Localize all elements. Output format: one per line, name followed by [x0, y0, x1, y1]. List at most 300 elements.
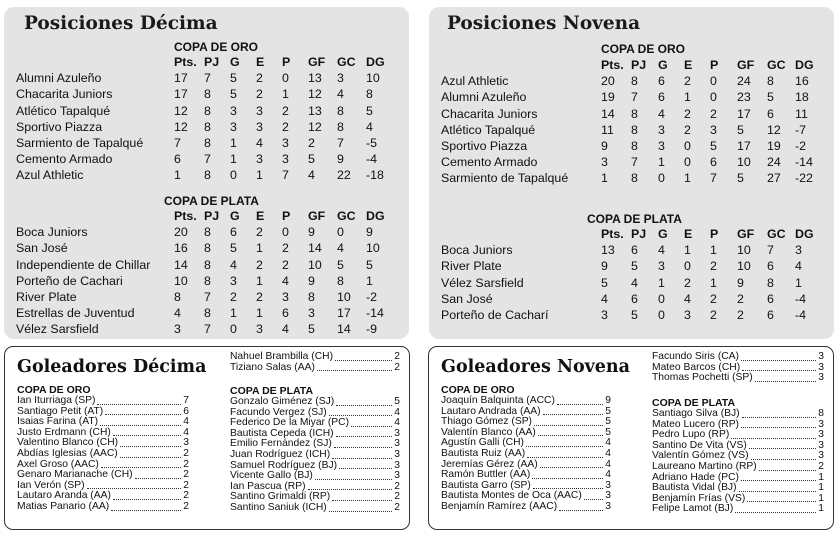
panel-posiciones-decima	[4, 7, 409, 339]
column-header: GC	[767, 227, 786, 241]
scorer-name: Ramón Buttler (AA)	[441, 469, 531, 481]
stat-cell: 10	[337, 290, 351, 305]
scorers-list-oro	[17, 384, 189, 513]
stat-cell: 9	[308, 273, 315, 288]
stat-cell: 0	[282, 225, 289, 240]
stat-cell: 17	[174, 71, 188, 86]
dotted-leader	[335, 360, 392, 361]
stat-cell: 3	[601, 155, 608, 170]
column-header: GF	[308, 209, 326, 223]
scorer-name: Joaquín Balquinta (ACC)	[441, 395, 555, 406]
scorer-name: Jeremías Gérez (AA)	[441, 458, 538, 470]
table-row	[16, 305, 406, 321]
stat-cell: 8	[337, 273, 344, 288]
team-name: Chacarita Juniors	[16, 87, 113, 102]
stat-cell: 9	[737, 275, 744, 290]
table-row	[16, 273, 406, 289]
dotted-leader	[735, 512, 816, 513]
header-team	[441, 57, 601, 73]
stat-cell: 9	[366, 225, 373, 240]
stat-cell: 11	[795, 106, 808, 121]
stat-cell: 6	[658, 90, 665, 105]
scorer-goals: 1	[818, 471, 824, 483]
column-header: GC	[337, 209, 356, 223]
scorers-list-oro-continued	[230, 352, 400, 373]
stat-cell: 2	[684, 275, 691, 290]
scorer-row	[17, 502, 189, 513]
stat-cell: 3	[337, 71, 344, 86]
stat-cell: 5	[710, 139, 717, 154]
scorer-goals: 2	[183, 447, 189, 459]
table-row	[16, 103, 406, 119]
stat-cell: 8	[631, 106, 638, 121]
stat-cell: 2	[282, 241, 289, 256]
scorer-name: Agustín Galli (CH)	[441, 437, 524, 449]
team-name: Estrellas de Juventud	[16, 306, 135, 321]
stat-cell: 4	[174, 306, 181, 321]
column-header: GF	[308, 55, 326, 69]
stat-cell: 8	[204, 257, 211, 272]
stat-cell: 3	[710, 122, 717, 137]
stat-cell: 2	[282, 119, 289, 134]
stat-cell: 1	[795, 275, 802, 290]
stat-cell: 1	[658, 275, 665, 290]
column-header: PJ	[631, 227, 647, 241]
stat-cell: 10	[737, 155, 751, 170]
scorer-name: Juan Rodríguez (ICH)	[230, 448, 331, 460]
column-header: E	[256, 55, 265, 69]
scorer-goals: 3	[818, 372, 824, 384]
column-header: DG	[366, 209, 385, 223]
stat-cell: 1	[282, 87, 289, 102]
scorer-name: Axel Groso (AAC)	[17, 458, 99, 470]
scorer-name: Bautista Montes de Oca (AAC)	[441, 490, 582, 502]
scorer-goals: 4	[605, 447, 611, 459]
stat-cell: 13	[308, 103, 322, 118]
scorer-row	[652, 504, 824, 515]
scorer-name: Thomas Pochetti (SP)	[652, 372, 753, 384]
scorer-goals: 5	[605, 405, 611, 417]
scorer-name: Valentín Blanco (AA)	[441, 426, 536, 438]
team-name: Boca Juniors	[16, 225, 88, 240]
scorer-name: Ian Pascua (RP)	[230, 480, 306, 492]
stat-cell: 0	[684, 259, 691, 274]
table-row	[16, 86, 406, 102]
column-header: DG	[366, 55, 385, 69]
stat-cell: 8	[204, 241, 211, 256]
stat-cell: 4	[631, 275, 638, 290]
column-header: Pts.	[174, 55, 197, 69]
stat-cell: 6	[174, 152, 181, 167]
dotted-leader	[527, 457, 603, 458]
column-header: Pts.	[601, 227, 624, 241]
stat-cell: 1	[684, 243, 691, 258]
scorer-goals: 2	[183, 469, 189, 481]
stat-cell: 17	[337, 306, 351, 321]
scorer-goals: 1	[818, 503, 824, 515]
scorer-row	[230, 503, 400, 514]
scorer-name: Bautista Garro (SP)	[441, 479, 531, 491]
table-row	[16, 224, 406, 240]
team-name: Azul Athletic	[441, 74, 509, 89]
stat-cell: 10	[174, 273, 188, 288]
stat-cell: 4	[601, 291, 608, 306]
scorer-name: Santino Grimaldi (RP)	[230, 491, 331, 503]
column-header: Pts.	[601, 58, 624, 72]
scorer-name: Ian Verón (SP)	[17, 479, 85, 491]
column-header: P	[710, 227, 719, 241]
scorer-goals: 3	[818, 450, 824, 462]
scorer-name: Benjamín Ramírez (AAC)	[441, 500, 558, 512]
scorer-goals: 3	[605, 490, 611, 502]
stat-cell: 23	[737, 90, 751, 105]
stat-cell: 8	[631, 171, 638, 186]
table-row	[16, 70, 406, 86]
stat-cell: 10	[737, 259, 751, 274]
stat-cell: 8	[308, 290, 315, 305]
scorer-row	[652, 409, 824, 420]
dotted-leader	[540, 467, 604, 468]
scorer-goals: 4	[183, 416, 189, 428]
stat-cell: 1	[230, 306, 237, 321]
stat-cell: -4	[366, 152, 378, 167]
scorer-name: Bautista Ruiz (AA)	[441, 447, 526, 459]
stat-cell: 3	[174, 322, 181, 337]
dotted-leader	[749, 448, 816, 449]
stat-cell: 7	[631, 155, 638, 170]
scorer-goals: 4	[605, 437, 611, 449]
stat-cell: 4	[256, 136, 263, 151]
dotted-leader	[105, 414, 181, 415]
scorer-goals: 2	[394, 491, 400, 503]
stat-cell: 8	[204, 119, 211, 134]
dotted-leader	[739, 491, 817, 492]
dotted-leader	[332, 458, 392, 459]
column-header: PJ	[631, 58, 647, 72]
stat-cell: 8	[204, 273, 211, 288]
stat-cell: 5	[737, 122, 744, 137]
stat-cell: 3	[230, 273, 237, 288]
dotted-leader	[100, 425, 181, 426]
stat-cell: 7	[337, 136, 344, 151]
section-label-copa-oro: COPA DE ORO	[441, 384, 515, 396]
stat-cell: 10	[366, 71, 380, 86]
dotted-leader	[315, 479, 392, 480]
stat-cell: 2	[684, 122, 691, 137]
scorer-name: Mateo Lucero (RP)	[652, 418, 739, 430]
scorer-goals: 4	[605, 458, 611, 470]
team-name: San José	[16, 241, 68, 256]
scorer-name: Federico De la Miyar (PC)	[230, 417, 350, 429]
scorer-name: Abdías Iglesias (AAC)	[17, 447, 118, 459]
scorer-name: Benjamín Frías (VS)	[652, 492, 746, 504]
stat-cell: 5	[230, 241, 237, 256]
stat-cell: 3	[256, 103, 263, 118]
stat-cell: 1	[684, 171, 691, 186]
scorer-goals: 3	[394, 438, 400, 450]
scorer-goals: 3	[183, 437, 189, 449]
scorers-list-plata	[652, 397, 824, 515]
dotted-leader	[741, 480, 816, 481]
stat-cell: 0	[658, 291, 665, 306]
stat-cell: 2	[256, 71, 263, 86]
stat-cell: 7	[631, 90, 638, 105]
panel-title: Goleadores Novena	[441, 357, 630, 377]
scorer-name: Mateo Barcos (CH)	[652, 361, 741, 373]
stat-cell: 14	[174, 257, 188, 272]
table-row	[441, 122, 833, 138]
team-name: Sarmiento de Tapalqué	[441, 171, 569, 186]
stat-cell: 8	[337, 119, 344, 134]
scorer-goals: 5	[605, 426, 611, 438]
scorer-name: Pedro Lupo (RP)	[652, 429, 730, 441]
stat-cell: 3	[282, 290, 289, 305]
dotted-leader	[120, 457, 182, 458]
scorer-name: Facundo Siris (CA)	[652, 351, 739, 362]
scorer-row	[441, 502, 611, 513]
stat-cell: 1	[174, 168, 181, 183]
stat-cell: 8	[767, 74, 774, 89]
stat-cell: 7	[204, 71, 211, 86]
column-header: E	[684, 58, 693, 72]
column-header: PJ	[204, 209, 220, 223]
stat-cell: 4	[795, 259, 802, 274]
column-header: G	[230, 209, 240, 223]
scorer-goals: 3	[818, 361, 824, 373]
stat-cell: 7	[204, 290, 211, 305]
dotted-leader	[534, 425, 603, 426]
stat-cell: 5	[230, 87, 237, 102]
stat-cell: 2	[282, 257, 289, 272]
table-row	[441, 307, 833, 323]
stat-cell: 1	[256, 273, 263, 288]
stat-cell: 8	[631, 74, 638, 89]
stat-cell: 2	[282, 103, 289, 118]
dotted-leader	[741, 427, 816, 428]
stat-cell: -7	[795, 122, 807, 137]
scorer-name: Valentín Gómez (VS)	[652, 450, 749, 462]
dotted-leader	[87, 488, 182, 489]
table-row	[441, 258, 833, 274]
stat-cell: 2	[710, 259, 717, 274]
column-header: E	[256, 209, 265, 223]
stat-cell: 0	[282, 71, 289, 86]
standings-table-oro	[16, 54, 406, 184]
dotted-leader	[308, 489, 393, 490]
team-name: Alumni Azuleño	[441, 90, 527, 105]
column-header: P	[282, 55, 291, 69]
section-label-copa-plata: COPA DE PLATA	[587, 212, 682, 226]
table-row	[16, 151, 406, 167]
table-row	[16, 135, 406, 151]
stat-cell: 6	[658, 74, 665, 89]
stat-cell: 4	[308, 168, 315, 183]
stat-cell: 20	[601, 74, 615, 89]
section-label-copa-oro: COPA DE ORO	[601, 42, 686, 56]
stat-cell: 2	[710, 291, 717, 306]
scorer-goals: 2	[394, 361, 400, 373]
team-name: Independiente de Chillar	[16, 257, 151, 272]
column-header: E	[684, 227, 693, 241]
stat-cell: 2	[684, 74, 691, 89]
stat-cell: 4	[282, 322, 289, 337]
scorer-goals: 5	[605, 416, 611, 428]
stat-cell: 4	[366, 119, 373, 134]
stat-cell: 17	[174, 87, 188, 102]
stat-cell: 7	[174, 136, 181, 151]
dotted-leader	[742, 370, 816, 371]
stat-cell: 1	[710, 243, 717, 258]
scorer-name: Gonzalo Giménez (SJ)	[230, 396, 335, 407]
scorer-name: Ian Iturriaga (SP)	[17, 395, 96, 406]
stat-cell: -9	[366, 322, 378, 337]
scorer-goals: 5	[394, 396, 400, 407]
stat-cell: 8	[204, 306, 211, 321]
scorer-name: Adriano Hade (PC)	[652, 471, 739, 483]
stat-cell: -4	[795, 308, 807, 323]
scorers-list-oro-continued	[652, 352, 824, 384]
stat-cell: 8	[204, 168, 211, 183]
stat-cell: 8	[767, 275, 774, 290]
stat-cell: 17	[737, 139, 751, 154]
stat-cell: 8	[631, 122, 638, 137]
dotted-leader	[97, 404, 181, 405]
scorer-goals: 8	[818, 408, 824, 419]
stat-cell: 0	[684, 139, 691, 154]
stat-cell: 24	[737, 74, 751, 89]
stat-cell: 18	[795, 90, 809, 105]
stat-cell: 3	[684, 308, 691, 323]
stat-cell: 6	[230, 225, 237, 240]
section-label-copa-oro: COPA DE ORO	[17, 384, 91, 396]
team-name: Sarmiento de Tapalqué	[16, 136, 144, 151]
column-header: G	[658, 227, 668, 241]
team-name: Azul Athletic	[16, 168, 84, 183]
dotted-leader	[334, 447, 392, 448]
scorer-name: Lautaro Aranda (AA)	[17, 490, 111, 502]
stat-cell: 6	[631, 243, 638, 258]
stat-cell: 8	[204, 225, 211, 240]
scorer-row	[230, 352, 400, 363]
team-name: River Plate	[441, 259, 502, 274]
stat-cell: 5	[337, 257, 344, 272]
scorer-goals: 4	[183, 426, 189, 438]
stat-cell: 3	[601, 308, 608, 323]
team-name: Porteño de Cachari	[16, 273, 123, 288]
stat-cell: 2	[737, 308, 744, 323]
stat-cell: 3	[256, 322, 263, 337]
section-label-copa-oro: COPA DE ORO	[174, 40, 259, 54]
scorer-goals: 3	[394, 470, 400, 482]
stat-cell: 1	[256, 241, 263, 256]
scorer-name: Laureano Martino (RP)	[652, 460, 757, 472]
stat-cell: 8	[204, 136, 211, 151]
team-name: Vélez Sarsfield	[441, 275, 524, 290]
stat-cell: 1	[256, 306, 263, 321]
scorers-list-plata	[230, 385, 400, 514]
stat-cell: 3	[230, 119, 237, 134]
scorer-goals: 3	[394, 427, 400, 439]
scorer-goals: 3	[394, 448, 400, 460]
scorer-goals: 2	[183, 490, 189, 502]
table-row	[441, 242, 833, 258]
stat-cell: 3	[282, 136, 289, 151]
header-team	[16, 208, 174, 224]
stat-cell: 9	[601, 259, 608, 274]
scorer-name: Felipe Lamot (BJ)	[652, 503, 734, 515]
stat-cell: 4	[658, 106, 665, 121]
stat-cell: 16	[795, 74, 809, 89]
dotted-leader	[543, 414, 604, 415]
stat-cell: 10	[366, 241, 380, 256]
stat-cell: 14	[337, 322, 351, 337]
scorer-name: Santiago Silva (BJ)	[652, 408, 740, 419]
column-header: P	[282, 209, 291, 223]
stat-cell: 6	[767, 259, 774, 274]
scorer-goals: 6	[183, 405, 189, 417]
dotted-leader	[742, 417, 817, 418]
team-name: Chacarita Juniors	[441, 106, 538, 121]
team-name: Porteño de Cacharí	[441, 308, 549, 323]
stat-cell: 1	[601, 171, 608, 186]
scorer-row	[17, 396, 189, 407]
stat-cell: 2	[230, 290, 237, 305]
stat-cell: 20	[174, 225, 188, 240]
team-name: Boca Juniors	[441, 243, 513, 258]
column-header: P	[710, 58, 719, 72]
section-label-copa-plata: COPA DE PLATA	[652, 397, 736, 409]
dotted-leader	[751, 459, 817, 460]
stat-cell: 3	[256, 119, 263, 134]
table-row	[16, 119, 406, 135]
table-row	[16, 321, 406, 337]
team-name: Cemento Armado	[16, 152, 113, 167]
stat-cell: 3	[658, 259, 665, 274]
scorer-name: Isaias Farina (AT)	[17, 416, 99, 428]
stat-cell: -22	[795, 171, 813, 186]
stat-cell: 3	[658, 139, 665, 154]
stat-cell: 7	[282, 168, 289, 183]
dotted-leader	[135, 478, 182, 479]
panel-goleadores-decima	[4, 346, 410, 530]
team-name: Atlético Tapalqué	[441, 122, 536, 137]
scorer-name: Samuel Rodríguez (BJ)	[230, 459, 338, 471]
column-header: G	[658, 58, 668, 72]
stat-cell: -5	[366, 136, 378, 151]
table-header-row	[441, 57, 833, 73]
stat-cell: 12	[174, 119, 188, 134]
dotted-leader	[329, 511, 393, 512]
team-name: Sportivo Piazza	[441, 139, 528, 154]
stat-cell: 1	[256, 168, 263, 183]
stat-cell: 0	[658, 171, 665, 186]
scorer-name: Facundo Vergez (SJ)	[230, 406, 327, 418]
scorer-goals: 9	[605, 395, 611, 406]
stat-cell: 2	[256, 225, 263, 240]
scorer-name: Santiago Petit (AT)	[17, 405, 104, 417]
stat-cell: 19	[601, 90, 615, 105]
stat-cell: 3	[282, 152, 289, 167]
stat-cell: 11	[601, 122, 614, 137]
stat-cell: 0	[710, 90, 717, 105]
table-row	[441, 73, 833, 89]
table-row	[441, 170, 833, 186]
scorer-name: Vicente Gallo (BJ)	[230, 470, 313, 482]
table-row	[16, 257, 406, 273]
stat-cell: 8	[174, 290, 181, 305]
table-row	[441, 154, 833, 170]
stat-cell: 9	[601, 139, 608, 154]
